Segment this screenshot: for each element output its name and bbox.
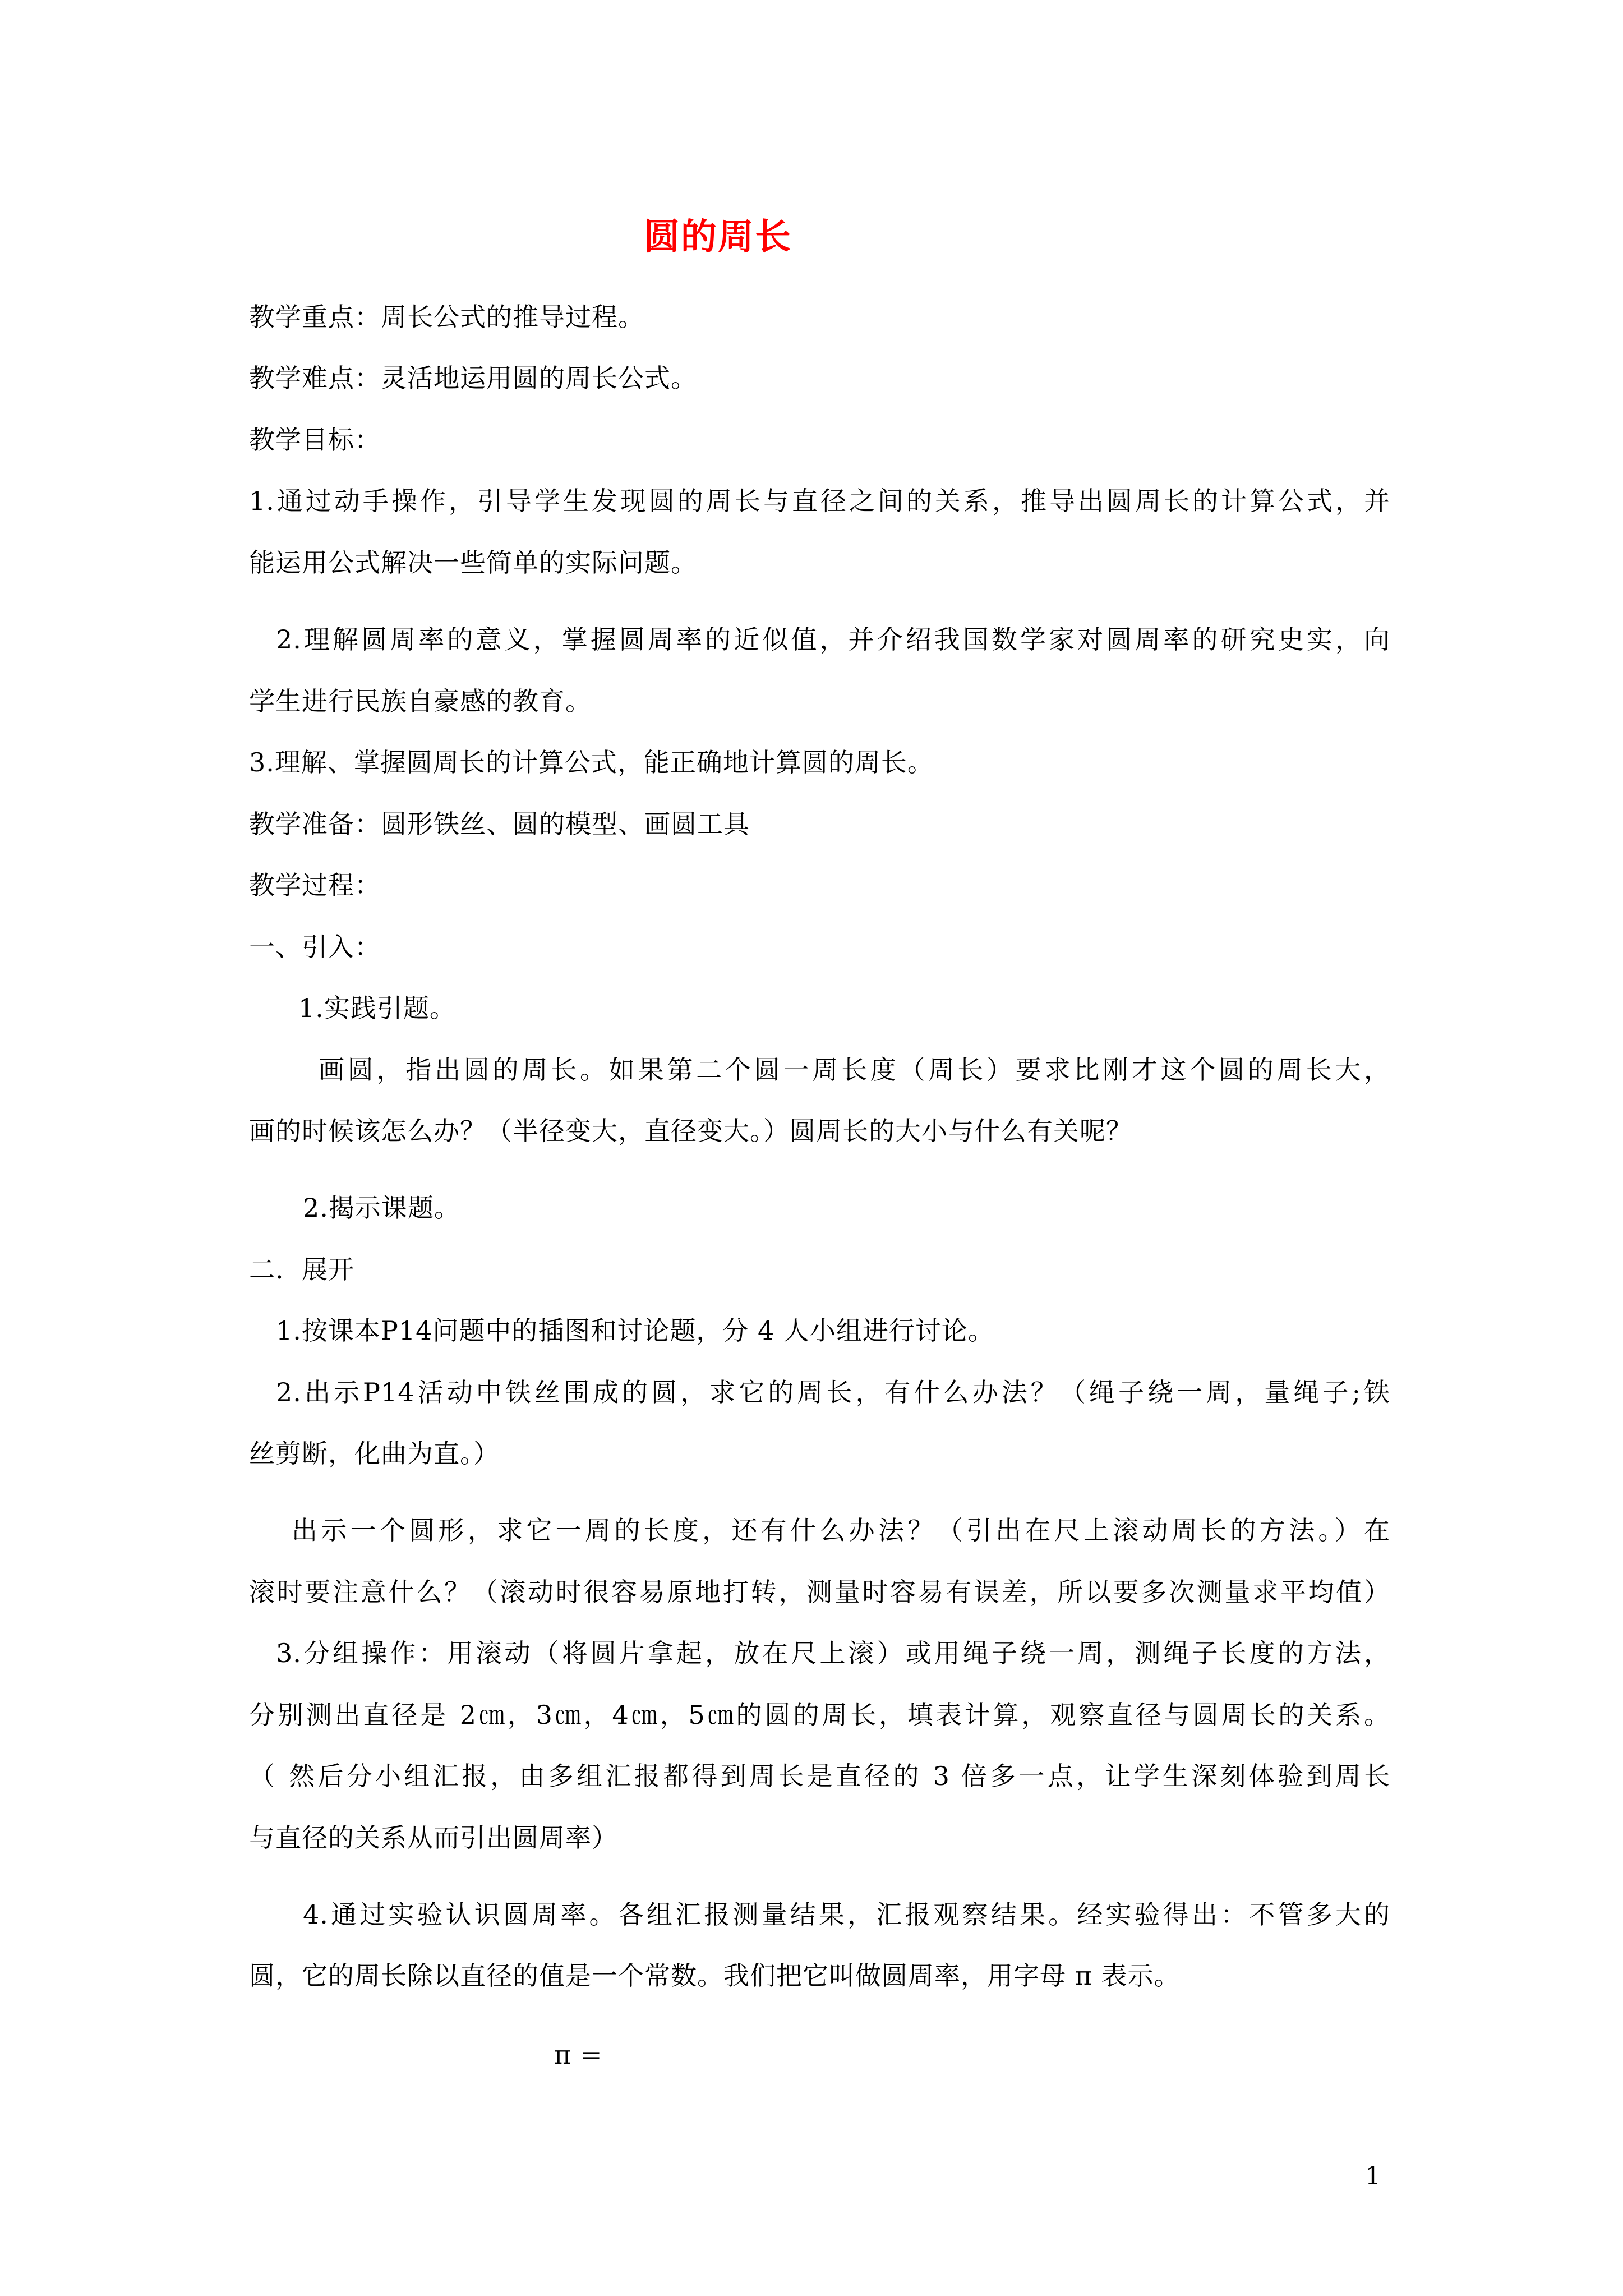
page-number: 1 <box>1365 2162 1381 2191</box>
text-line: 能运用公式解决一些简单的实际问题。 <box>249 547 697 578</box>
text-line: 3.理解、掌握圆周长的计算公式，能正确地计算圆的周长。 <box>249 747 934 777</box>
text-line: 画圆，指出圆的周长。如果第二个圆一周长度（周长）要求比刚才这个圆的周长大， <box>319 1055 1390 1085</box>
formula-line: π = <box>554 2040 603 2070</box>
text-line: 画的时候该怎么办？（半径变大，直径变大。）圆周长的大小与什么有关呢？ <box>249 1116 1132 1146</box>
text-line: 与直径的关系从而引出圆周率） <box>249 1823 618 1853</box>
text-line: 1.通过动手操作，引导学生发现圆的周长与直径之间的关系，推导出圆周长的计算公式，并 <box>249 486 1390 516</box>
text-line: 2.出示P14活动中铁丝围成的圆，求它的周长，有什么办法？（绳子绕一周，量绳子;铁 <box>276 1377 1390 1407</box>
text-line: 圆，它的周长除以直径的值是一个常数。我们把它叫做圆周率，用字母 π 表示。 <box>249 1961 1181 1991</box>
text-line: （ 然后分小组汇报，由多组汇报都得到周长是直径的 3 倍多一点，让学生深刻体验到周长 <box>249 1761 1390 1791</box>
text-line: 丝剪断，化曲为直。） <box>249 1438 500 1469</box>
text-line: 滚时要注意什么？（滚动时很容易原地打转，测量时容易有误差，所以要多次测量求平均值） <box>249 1577 1390 1607</box>
text-line: 教学准备：圆形铁丝、圆的模型、画圆工具 <box>249 809 750 839</box>
text-line: 2.揭示课题。 <box>303 1193 460 1223</box>
text-line: 1.按课本P14问题中的插图和讨论题，分 4 人小组进行讨论。 <box>276 1315 994 1346</box>
text-line: 1.实践引题。 <box>298 993 456 1023</box>
text-line: 教学目标： <box>249 425 381 455</box>
text-line: 教学重点：周长公式的推导过程。 <box>249 302 644 332</box>
text-line: 2.理解圆周率的意义，掌握圆周率的近似值，并介绍我国数学家对圆周率的研究史实，向 <box>276 624 1390 655</box>
text-line: 二．展开 <box>249 1254 354 1285</box>
text-line: 教学难点：灵活地运用圆的周长公式。 <box>249 363 697 393</box>
text-line: 教学过程： <box>249 870 381 900</box>
text-line: 学生进行民族自豪感的教育。 <box>249 686 592 716</box>
text-line: 出示一个圆形，求它一周的长度，还有什么办法？（引出在尺上滚动周长的方法。）在 <box>292 1515 1390 1545</box>
text-line: 4.通过实验认识圆周率。各组汇报测量结果，汇报观察结果。经实验得出：不管多大的 <box>303 1899 1390 1930</box>
text-line: 3.分组操作：用滚动（将圆片拿起，放在尺上滚）或用绳子绕一周，测绳子长度的方法， <box>276 1638 1390 1668</box>
text-line: 分别测出直径是 2㎝，3㎝，4㎝，5㎝的圆的周长，填表计算，观察直径与圆周长的关系。 <box>249 1700 1390 1730</box>
document-title: 圆的周长 <box>644 216 792 258</box>
text-line: 一、引入： <box>249 932 381 962</box>
